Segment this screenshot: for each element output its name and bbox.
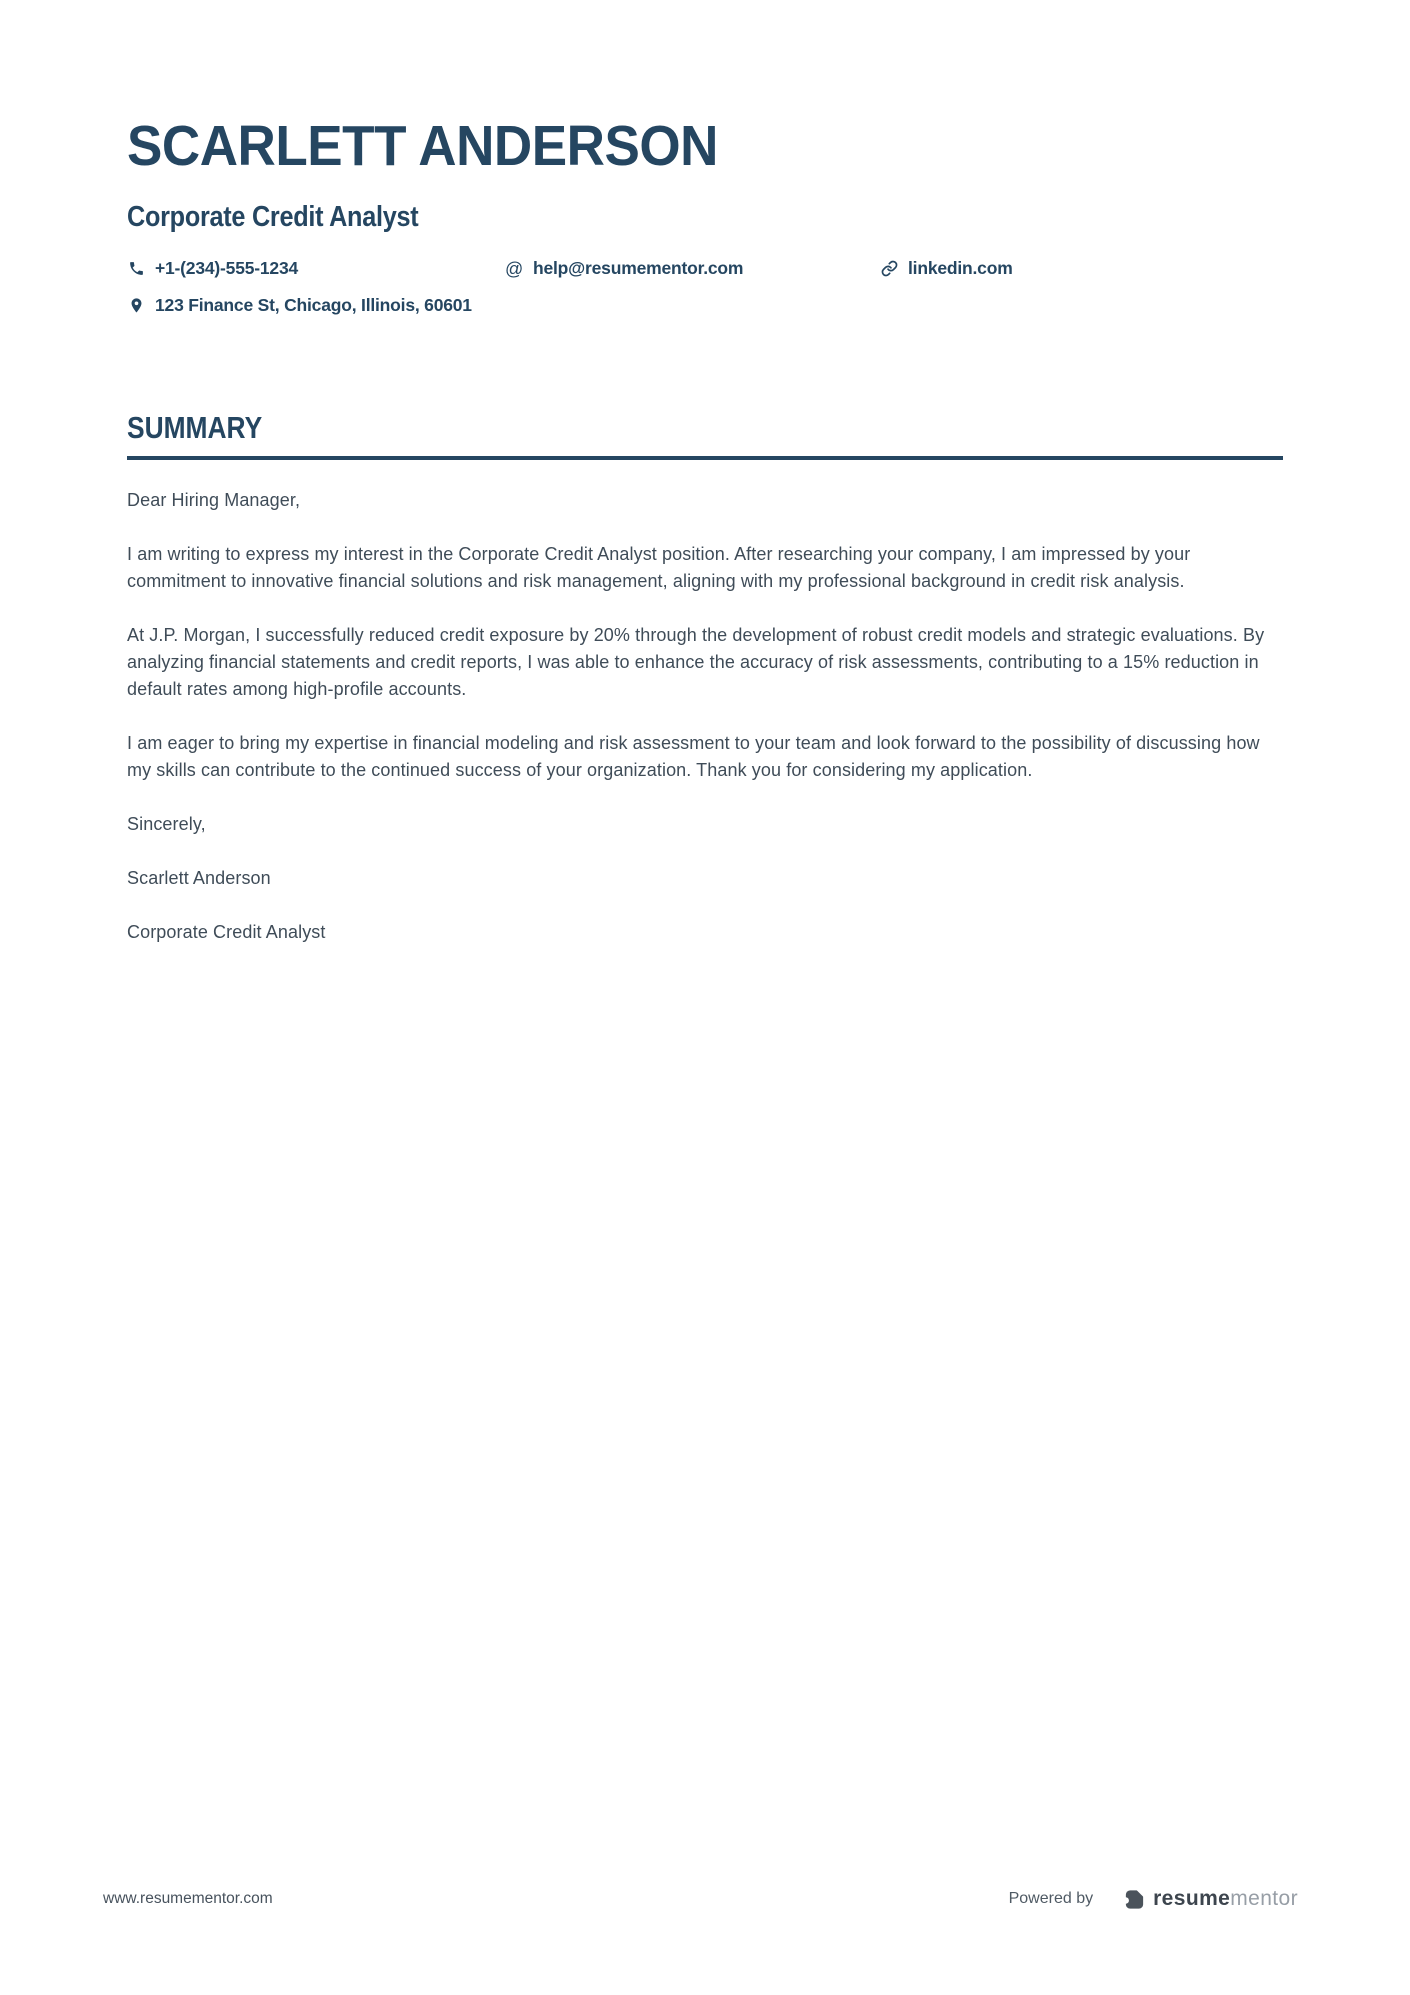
brand-text-light: mentor — [1230, 1887, 1298, 1910]
section-divider — [127, 456, 1283, 460]
contact-info — [127, 258, 1283, 316]
footer-website-link[interactable]: www.resumementor.com — [103, 1890, 273, 1907]
page-footer — [103, 1887, 1298, 1911]
salutation: Dear Hiring Manager, — [127, 490, 301, 510]
linkedin-link[interactable] — [880, 258, 1283, 279]
closing-salutation: Sincerely, — [127, 814, 206, 834]
resumementor-brand-link[interactable] — [1123, 1887, 1298, 1911]
person-name: SCARLETT ANDERSON — [127, 114, 718, 178]
brand-text-bold: resume — [1153, 1887, 1231, 1910]
resumementor-logo-icon — [1123, 1888, 1146, 1911]
person-job-title: Corporate Credit Analyst — [127, 201, 419, 233]
link-icon — [880, 260, 898, 278]
email-address: help@resumementor.com — [533, 258, 744, 278]
address-row — [127, 295, 1283, 316]
email-link[interactable] — [505, 258, 880, 279]
letter-body — [127, 487, 1283, 946]
address-text: 123 Finance St, Chicago, Illinois, 60601 — [155, 295, 472, 315]
linkedin-url: linkedin.com — [908, 258, 1013, 278]
phone-icon — [127, 260, 145, 278]
footer-branding — [1009, 1887, 1298, 1911]
signature-name: Scarlett Anderson — [127, 868, 271, 888]
resumementor-logo-text — [1153, 1887, 1298, 1911]
phone-link[interactable] — [127, 258, 505, 279]
paragraph-closing: I am eager to bring my expertise in financial modeling and risk assessment to your team and look forward to the possibility of discussing how my skills can contribute to the continued success of your organization. Thank you for considering my application. — [127, 733, 1260, 780]
page-content — [0, 0, 1410, 946]
summary-section-heading: SUMMARY — [127, 410, 263, 445]
location-pin-icon — [127, 297, 145, 315]
paragraph-experience: At J.P. Morgan, I successfully reduced credit exposure by 20% through the development of robust credit models and strategic evaluations. By analyzing financial statements and credit reports, I was able to enhance the accuracy of risk assessments, contributing to a 15% reduction in default rates among high-profile accounts. — [127, 625, 1265, 699]
signature-title: Corporate Credit Analyst — [127, 922, 326, 942]
at-icon: @ — [504, 258, 524, 279]
powered-by-label: Powered by — [1008, 1890, 1094, 1907]
phone-number: +1-(234)-555-1234 — [155, 258, 299, 278]
paragraph-intro: I am writing to express my interest in the Corporate Credit Analyst position. After researching your company, I am impressed by your commitment to innovative financial solutions and risk management, aligning with my professional background in credit risk analysis. — [127, 544, 1191, 591]
